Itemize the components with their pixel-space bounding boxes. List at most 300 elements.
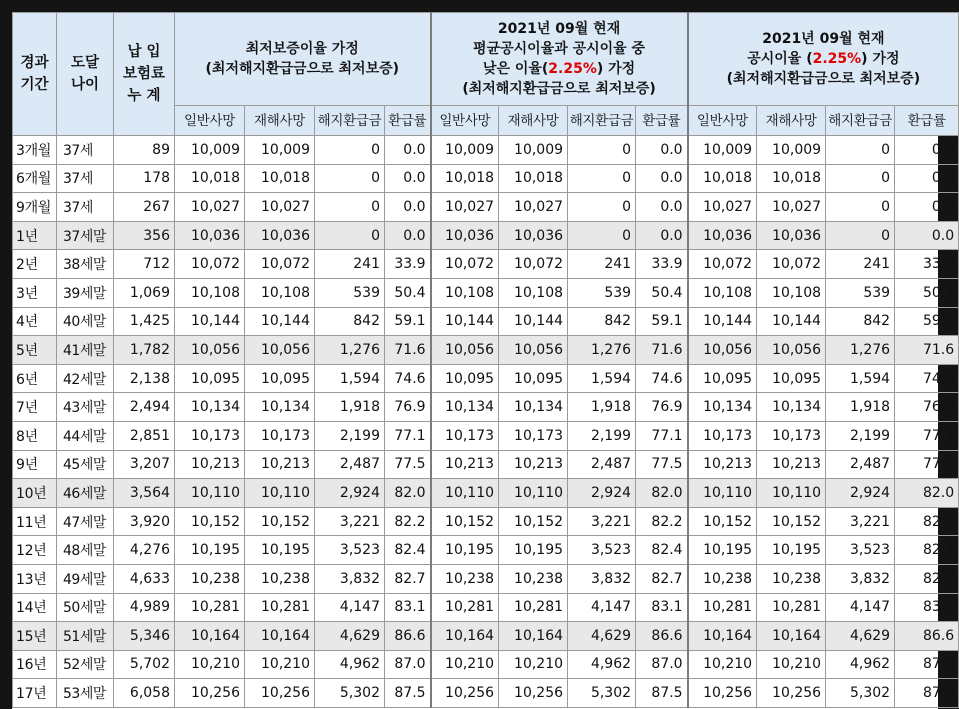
header-line: 누 계 (127, 88, 161, 104)
general-death-cell: 10,110 (175, 479, 245, 508)
refund-rate-cell: 87.5 (385, 679, 431, 708)
premium-cell: 89 (114, 136, 175, 165)
age-cell: 46세말 (57, 479, 114, 508)
age-cell: 37세말 (57, 221, 114, 250)
group-header-line (177, 39, 428, 59)
accident-death-cell: 10,164 (499, 622, 568, 651)
accident-death-cell: 10,256 (757, 679, 826, 708)
accident-death-cell: 10,134 (757, 393, 826, 422)
age-header (57, 13, 114, 136)
refund-rate-cell: 76.9 (636, 393, 688, 422)
accident-death-cell: 10,195 (245, 536, 315, 565)
refund-rate-cell: 33.9 (895, 250, 959, 279)
surrender-value-cell: 4,147 (568, 593, 636, 622)
accident-death-cell: 10,164 (757, 622, 826, 651)
surrender-value-cell: 0 (315, 136, 385, 165)
refund-rate-cell: 0.0 (895, 193, 959, 222)
refund-rate-cell: 82.0 (636, 479, 688, 508)
refund-rate-cell: 82.2 (895, 507, 959, 536)
general-death-cell: 10,056 (431, 336, 499, 365)
general-death-cell: 10,018 (431, 164, 499, 193)
general-death-cell: 10,195 (175, 536, 245, 565)
refund-rate-cell: 87.5 (636, 679, 688, 708)
accident-death-cell: 10,173 (499, 421, 568, 450)
period-cell: 15년 (13, 622, 57, 651)
premium-cell: 6,058 (114, 679, 175, 708)
group-header-line (691, 69, 957, 89)
period-cell: 11년 (13, 507, 57, 536)
refund-rate-cell: 82.2 (385, 507, 431, 536)
general-death-cell: 10,110 (688, 479, 757, 508)
table-row (13, 336, 959, 365)
premium-cell: 4,989 (114, 593, 175, 622)
accident-death-cell: 10,056 (757, 336, 826, 365)
refund-rate-cell: 0.0 (385, 221, 431, 250)
group-header-line (434, 39, 685, 59)
surrender-value-cell: 1,918 (826, 393, 895, 422)
premium-cell: 5,702 (114, 650, 175, 679)
header-text: 평균공시이율과 공시이율 중 (473, 41, 646, 57)
age-cell: 37세 (57, 164, 114, 193)
accident-death-cell: 10,144 (757, 307, 826, 336)
period-cell: 1년 (13, 221, 57, 250)
surrender-value-cell: 4,962 (315, 650, 385, 679)
refund-rate-cell: 76.9 (385, 393, 431, 422)
refund-rate-cell: 77.1 (636, 421, 688, 450)
period-cell: 10년 (13, 479, 57, 508)
header-text: ) 가정 (861, 51, 900, 67)
refund-rate-cell: 87.0 (385, 650, 431, 679)
surrender-value-cell: 5,302 (568, 679, 636, 708)
table-row (13, 679, 959, 708)
period-cell: 3개월 (13, 136, 57, 165)
accident-death-cell: 10,095 (757, 364, 826, 393)
general-death-cell: 10,110 (431, 479, 499, 508)
table-row (13, 450, 959, 479)
group-header (688, 13, 959, 106)
surrender-value-cell: 3,221 (568, 507, 636, 536)
accident-death-cell: 10,056 (499, 336, 568, 365)
accident-death-cell: 10,144 (499, 307, 568, 336)
surrender-value-cell: 539 (826, 278, 895, 307)
general-death-cell: 10,095 (431, 364, 499, 393)
general-death-cell: 10,152 (175, 507, 245, 536)
header-text: 최저보증이율 가정 (245, 41, 359, 57)
table-header (13, 13, 959, 136)
refund-rate-cell: 82.0 (385, 479, 431, 508)
premium-cell: 1,425 (114, 307, 175, 336)
refund-rate-cell: 71.6 (895, 336, 959, 365)
accident-death-cell: 10,009 (499, 136, 568, 165)
surrender-value-cell: 0 (826, 136, 895, 165)
accident-death-cell: 10,195 (499, 536, 568, 565)
general-death-cell: 10,027 (431, 193, 499, 222)
header-line: 납 입 (127, 44, 161, 60)
general-death-cell: 10,164 (175, 622, 245, 651)
surrender-value-cell: 4,629 (315, 622, 385, 651)
general-death-cell: 10,173 (688, 421, 757, 450)
accident-death-cell: 10,036 (757, 221, 826, 250)
refund-rate-cell: 77.5 (385, 450, 431, 479)
refund-rate-cell: 59.1 (895, 307, 959, 336)
accident-death-cell: 10,210 (245, 650, 315, 679)
refund-rate-cell: 86.6 (895, 622, 959, 651)
general-death-cell: 10,018 (688, 164, 757, 193)
surrender-value-cell: 3,523 (568, 536, 636, 565)
accident-death-cell: 10,072 (499, 250, 568, 279)
surrender-value-cell: 3,832 (826, 564, 895, 593)
refund-rate-cell: 0.0 (636, 164, 688, 193)
premium-cell: 4,276 (114, 536, 175, 565)
accident-death-cell: 10,210 (757, 650, 826, 679)
period-cell: 4년 (13, 307, 57, 336)
surrender-value-cell: 4,629 (568, 622, 636, 651)
accident-death-cell: 10,213 (499, 450, 568, 479)
accident-death-cell: 10,108 (757, 278, 826, 307)
refund-rate-cell: 0.0 (636, 193, 688, 222)
refund-rate-cell: 87.0 (895, 650, 959, 679)
accident-death-cell: 10,018 (757, 164, 826, 193)
general-death-cell: 10,210 (688, 650, 757, 679)
refund-rate-cell: 74.6 (895, 364, 959, 393)
refund-rate-cell: 0.0 (385, 164, 431, 193)
group-header-line (691, 49, 957, 69)
refund-rate-cell: 86.6 (385, 622, 431, 651)
period-cell: 6년 (13, 364, 57, 393)
premium-cell: 2,138 (114, 364, 175, 393)
general-death-cell: 10,009 (431, 136, 499, 165)
general-death-cell: 10,238 (688, 564, 757, 593)
table-row (13, 164, 959, 193)
general-death-cell: 10,164 (688, 622, 757, 651)
age-cell: 37세 (57, 193, 114, 222)
surrender-value-cell: 0 (568, 193, 636, 222)
table-row (13, 221, 959, 250)
general-death-cell: 10,152 (431, 507, 499, 536)
accident-death-cell: 10,110 (757, 479, 826, 508)
general-death-cell: 10,108 (688, 278, 757, 307)
surrender-value-cell: 3,832 (315, 564, 385, 593)
refund-rate-cell: 77.5 (895, 450, 959, 479)
premium-cell: 3,564 (114, 479, 175, 508)
surrender-value-cell: 1,594 (826, 364, 895, 393)
header-text: (최저해지환급금으로 최저보증) (205, 61, 400, 77)
surrender-value-cell: 0 (568, 221, 636, 250)
period-cell: 9년 (13, 450, 57, 479)
header-line: 기간 (20, 77, 49, 93)
period-cell: 5년 (13, 336, 57, 365)
refund-rate-cell: 82.2 (636, 507, 688, 536)
age-cell: 43세말 (57, 393, 114, 422)
refund-rate-cell: 74.6 (636, 364, 688, 393)
surrender-value-cell: 539 (315, 278, 385, 307)
refund-rate-cell: 0.0 (385, 136, 431, 165)
general-death-cell: 10,134 (688, 393, 757, 422)
general-death-cell: 10,213 (431, 450, 499, 479)
period-cell: 8년 (13, 421, 57, 450)
accident-death-cell: 10,036 (499, 221, 568, 250)
accident-death-cell: 10,018 (499, 164, 568, 193)
general-death-cell: 10,036 (431, 221, 499, 250)
surrender-value-cell: 4,629 (826, 622, 895, 651)
general-death-cell: 10,256 (431, 679, 499, 708)
general-death-cell: 10,144 (688, 307, 757, 336)
subcolumn-header: 일반사망 (431, 106, 499, 136)
accident-death-cell: 10,072 (757, 250, 826, 279)
refund-rate-cell: 50.4 (895, 278, 959, 307)
refund-rate-cell: 33.9 (385, 250, 431, 279)
group-header-line (434, 59, 685, 79)
table-row (13, 564, 959, 593)
subcolumn-header: 재해사망 (245, 106, 315, 136)
refund-rate-cell: 50.4 (636, 278, 688, 307)
accident-death-cell: 10,056 (245, 336, 315, 365)
accident-death-cell: 10,281 (757, 593, 826, 622)
accident-death-cell: 10,110 (499, 479, 568, 508)
table-body (13, 136, 959, 708)
refund-rate-cell: 0.0 (385, 193, 431, 222)
age-cell: 52세말 (57, 650, 114, 679)
period-cell: 12년 (13, 536, 57, 565)
accident-death-cell: 10,134 (245, 393, 315, 422)
surrender-value-cell: 241 (826, 250, 895, 279)
table-row (13, 622, 959, 651)
accident-death-cell: 10,152 (245, 507, 315, 536)
general-death-cell: 10,173 (431, 421, 499, 450)
table-row (13, 250, 959, 279)
general-death-cell: 10,152 (688, 507, 757, 536)
general-death-cell: 10,056 (688, 336, 757, 365)
surrender-value-cell: 1,276 (568, 336, 636, 365)
refund-rate-cell: 0.0 (636, 221, 688, 250)
subcolumn-header: 해지환급금 (568, 106, 636, 136)
accident-death-cell: 10,027 (757, 193, 826, 222)
general-death-cell: 10,256 (175, 679, 245, 708)
surrender-value-cell: 539 (568, 278, 636, 307)
accident-death-cell: 10,108 (499, 278, 568, 307)
period-cell: 17년 (13, 679, 57, 708)
accident-death-cell: 10,164 (245, 622, 315, 651)
premium-cell: 1,782 (114, 336, 175, 365)
premium-cell: 1,069 (114, 278, 175, 307)
surrender-value-cell: 1,276 (315, 336, 385, 365)
accident-death-cell: 10,152 (499, 507, 568, 536)
general-death-cell: 10,036 (175, 221, 245, 250)
period-cell: 14년 (13, 593, 57, 622)
accident-death-cell: 10,072 (245, 250, 315, 279)
header-text: 2021년 09월 현재 (762, 31, 885, 47)
premium-header (114, 13, 175, 136)
surrender-value-cell: 0 (826, 221, 895, 250)
premium-cell: 2,851 (114, 421, 175, 450)
accident-death-cell: 10,110 (245, 479, 315, 508)
surrender-value-cell: 241 (315, 250, 385, 279)
general-death-cell: 10,095 (688, 364, 757, 393)
surrender-value-cell: 4,962 (826, 650, 895, 679)
table-row (13, 278, 959, 307)
age-cell: 48세말 (57, 536, 114, 565)
table-row (13, 421, 959, 450)
surrender-value-cell: 2,487 (568, 450, 636, 479)
surrender-value-cell: 0 (568, 164, 636, 193)
surrender-value-cell: 4,147 (315, 593, 385, 622)
refund-rate-cell: 83.1 (895, 593, 959, 622)
general-death-cell: 10,238 (431, 564, 499, 593)
group-header-line (691, 29, 957, 49)
refund-rate-cell: 0.0 (636, 136, 688, 165)
refund-rate-cell: 82.7 (636, 564, 688, 593)
refund-rate-cell: 87.5 (895, 679, 959, 708)
general-death-cell: 10,018 (175, 164, 245, 193)
premium-cell: 267 (114, 193, 175, 222)
general-death-cell: 10,072 (688, 250, 757, 279)
period-cell: 2년 (13, 250, 57, 279)
general-death-cell: 10,072 (431, 250, 499, 279)
refund-table-frame (12, 12, 955, 709)
general-death-cell: 10,195 (688, 536, 757, 565)
accident-death-cell: 10,108 (245, 278, 315, 307)
accident-death-cell: 10,173 (245, 421, 315, 450)
refund-rate-cell: 74.6 (385, 364, 431, 393)
table-row (13, 479, 959, 508)
premium-cell: 4,633 (114, 564, 175, 593)
surrender-value-cell: 0 (826, 193, 895, 222)
general-death-cell: 10,144 (175, 307, 245, 336)
refund-rate-cell: 59.1 (636, 307, 688, 336)
general-death-cell: 10,195 (431, 536, 499, 565)
general-death-cell: 10,009 (688, 136, 757, 165)
subcolumn-header: 환급률 (636, 106, 688, 136)
period-cell: 3년 (13, 278, 57, 307)
surrender-value-cell: 3,523 (826, 536, 895, 565)
general-death-cell: 10,027 (688, 193, 757, 222)
refund-rate-cell: 71.6 (636, 336, 688, 365)
table-row (13, 364, 959, 393)
age-cell: 44세말 (57, 421, 114, 450)
refund-rate-cell: 82.4 (636, 536, 688, 565)
subcolumn-header: 환급률 (385, 106, 431, 136)
accident-death-cell: 10,238 (499, 564, 568, 593)
accident-death-cell: 10,036 (245, 221, 315, 250)
surrender-value-cell: 2,924 (315, 479, 385, 508)
surrender-value-cell: 0 (315, 221, 385, 250)
accident-death-cell: 10,095 (499, 364, 568, 393)
refund-rate-cell: 82.0 (895, 479, 959, 508)
table-row (13, 593, 959, 622)
refund-rate-cell: 33.9 (636, 250, 688, 279)
header-text: (최저해지환급금으로 최저보증) (726, 71, 921, 87)
surrender-value-cell: 0 (315, 164, 385, 193)
surrender-value-cell: 0 (826, 164, 895, 193)
general-death-cell: 10,095 (175, 364, 245, 393)
surrender-value-cell: 0 (568, 136, 636, 165)
general-death-cell: 10,213 (688, 450, 757, 479)
group-header-line (177, 59, 428, 79)
surrender-value-cell: 1,918 (568, 393, 636, 422)
premium-cell: 2,494 (114, 393, 175, 422)
period-cell: 13년 (13, 564, 57, 593)
general-death-cell: 10,056 (175, 336, 245, 365)
surrender-value-cell: 4,962 (568, 650, 636, 679)
surrender-value-cell: 3,221 (826, 507, 895, 536)
period-cell: 7년 (13, 393, 57, 422)
accident-death-cell: 10,281 (245, 593, 315, 622)
header-line: 보험료 (122, 66, 166, 82)
general-death-cell: 10,238 (175, 564, 245, 593)
accident-death-cell: 10,256 (245, 679, 315, 708)
accident-death-cell: 10,027 (245, 193, 315, 222)
general-death-cell: 10,210 (175, 650, 245, 679)
general-death-cell: 10,281 (175, 593, 245, 622)
accident-death-cell: 10,256 (499, 679, 568, 708)
age-cell: 42세말 (57, 364, 114, 393)
accident-death-cell: 10,009 (245, 136, 315, 165)
period-cell: 16년 (13, 650, 57, 679)
refund-rate-cell: 50.4 (385, 278, 431, 307)
refund-rate-cell: 77.5 (636, 450, 688, 479)
refund-rate-cell: 0.0 (895, 221, 959, 250)
table-row (13, 393, 959, 422)
subcolumn-header: 환급률 (895, 106, 959, 136)
refund-rate-cell: 71.6 (385, 336, 431, 365)
accident-death-cell: 10,144 (245, 307, 315, 336)
age-cell: 39세말 (57, 278, 114, 307)
refund-rate-cell: 82.7 (895, 564, 959, 593)
surrender-value-cell: 842 (315, 307, 385, 336)
general-death-cell: 10,281 (688, 593, 757, 622)
surrender-value-cell: 842 (826, 307, 895, 336)
general-death-cell: 10,210 (431, 650, 499, 679)
surrender-value-cell: 1,276 (826, 336, 895, 365)
header-line: 도달 (70, 55, 99, 71)
accident-death-cell: 10,238 (757, 564, 826, 593)
surrender-value-cell: 2,487 (315, 450, 385, 479)
surrender-value-cell: 5,302 (826, 679, 895, 708)
rate-highlight: 2.25% (548, 61, 597, 77)
accident-death-cell: 10,213 (757, 450, 826, 479)
general-death-cell: 10,134 (175, 393, 245, 422)
header-text: 2021년 09월 현재 (497, 21, 621, 37)
age-cell: 49세말 (57, 564, 114, 593)
surrender-value-cell: 241 (568, 250, 636, 279)
accident-death-cell: 10,213 (245, 450, 315, 479)
premium-cell: 5,346 (114, 622, 175, 651)
premium-cell: 712 (114, 250, 175, 279)
refund-rate-cell: 0.0 (895, 136, 959, 165)
general-death-cell: 10,281 (431, 593, 499, 622)
surrender-value-cell: 4,147 (826, 593, 895, 622)
table-row (13, 136, 959, 165)
refund-table (12, 12, 959, 708)
premium-cell: 356 (114, 221, 175, 250)
age-cell: 53세말 (57, 679, 114, 708)
premium-cell: 3,920 (114, 507, 175, 536)
table-row (13, 307, 959, 336)
surrender-value-cell: 5,302 (315, 679, 385, 708)
header-text: 낮은 이율( (482, 61, 549, 77)
general-death-cell: 10,036 (688, 221, 757, 250)
general-death-cell: 10,213 (175, 450, 245, 479)
header-text: 공시이율 ( (747, 51, 813, 67)
accident-death-cell: 10,009 (757, 136, 826, 165)
age-cell: 47세말 (57, 507, 114, 536)
general-death-cell: 10,009 (175, 136, 245, 165)
period-cell: 6개월 (13, 164, 57, 193)
table-row (13, 536, 959, 565)
table-row (13, 193, 959, 222)
surrender-value-cell: 3,221 (315, 507, 385, 536)
general-death-cell: 10,134 (431, 393, 499, 422)
